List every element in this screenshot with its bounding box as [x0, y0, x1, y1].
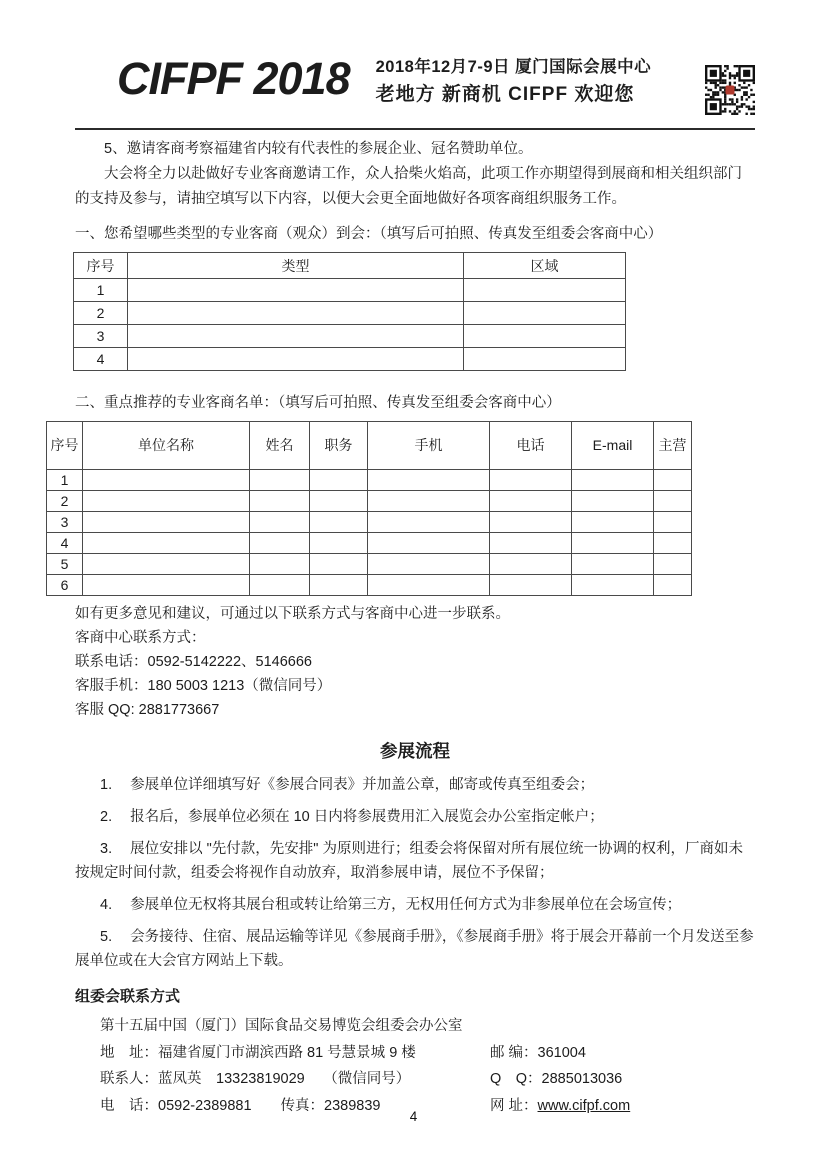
blank-fill-in-cell	[83, 554, 250, 575]
process-item-text: 参展单位详细填写好《参展合同表》并加盖公章，邮寄或传真至组委会；	[130, 777, 595, 793]
blank-fill-in-cell	[654, 533, 692, 554]
website-link[interactable]: www.cifpf.com	[537, 1097, 631, 1114]
row-number-cell: 4	[74, 348, 128, 371]
table-row	[47, 575, 692, 596]
blank-fill-in-cell	[572, 470, 654, 491]
table-header-row	[74, 253, 626, 279]
process-item-text: 报名后，参展单位必须在 10 日内将参展费用汇入展览会办公室指定帐户；	[130, 809, 604, 825]
committee-office-name: 第十五届中国（厦门）国际食品交易博览会组委会办公室	[100, 1018, 463, 1034]
blank-fill-in-cell	[128, 302, 464, 325]
blank-fill-in-cell	[572, 512, 654, 533]
row-number-cell: 6	[47, 575, 83, 596]
blank-fill-in-cell	[368, 554, 490, 575]
column-header: 区域	[464, 253, 626, 279]
blank-fill-in-cell	[490, 554, 572, 575]
table-row	[74, 279, 626, 302]
buyer-center-contact-title: 客商中心联系方式：	[75, 630, 206, 646]
column-header: 类型	[128, 253, 464, 279]
blank-fill-in-cell	[654, 554, 692, 575]
column-header: E-mail	[572, 422, 654, 470]
blank-fill-in-cell	[310, 491, 368, 512]
column-header: 手机	[368, 422, 490, 470]
blank-fill-in-cell	[83, 575, 250, 596]
process-item-text: 会务接待、住宿、展品运输等详见《参展商手册》，《参展商手册》将于展会开幕前一个月发送至参展单位或在大会官方网站上下载。	[75, 929, 754, 969]
blank-fill-in-cell	[654, 512, 692, 533]
table-row	[47, 491, 692, 512]
committee-row	[100, 1040, 755, 1067]
row-number-cell: 4	[47, 533, 83, 554]
process-heading: 参展流程	[380, 741, 450, 761]
header-divider	[75, 128, 755, 130]
process-item	[75, 773, 755, 797]
blank-fill-in-cell	[490, 512, 572, 533]
process-item	[75, 837, 755, 885]
process-list	[75, 773, 755, 973]
process-item-text: 参展单位无权将其展台租或转让给第三方，无权用任何方式为非参展单位在会场宣传；	[130, 897, 682, 913]
committee-heading: 组委会联系方式	[75, 988, 181, 1005]
buyer-center-phone: 联系电话：0592-5142222、5146666	[75, 654, 312, 670]
event-date-venue: 2018年12月7-9日 厦门国际会展中心	[375, 58, 652, 76]
process-item-number: 1.	[100, 777, 113, 793]
visitor-type-table	[73, 252, 626, 371]
process-item-number: 5.	[100, 929, 113, 945]
blank-fill-in-cell	[250, 533, 310, 554]
blank-fill-in-cell	[368, 575, 490, 596]
committee-address: 地 址：福建省厦门市湖滨西路 81 号慧景城 9 楼	[100, 1044, 416, 1061]
process-item-number: 4.	[100, 897, 113, 913]
blank-fill-in-cell	[310, 575, 368, 596]
blank-fill-in-cell	[654, 491, 692, 512]
table-row	[74, 325, 626, 348]
page-number: 4	[409, 1109, 418, 1124]
blank-fill-in-cell	[490, 470, 572, 491]
blank-fill-in-cell	[310, 533, 368, 554]
blank-fill-in-cell	[490, 575, 572, 596]
blank-fill-in-cell	[250, 554, 310, 575]
blank-fill-in-cell	[368, 470, 490, 491]
blank-fill-in-cell	[83, 470, 250, 491]
column-header: 单位名称	[83, 422, 250, 470]
website-label: 网 址：	[490, 1097, 538, 1114]
committee-contact-grid	[100, 1040, 755, 1120]
blank-fill-in-cell	[368, 533, 490, 554]
blank-fill-in-cell	[368, 491, 490, 512]
qr-code-icon	[705, 65, 755, 115]
section1-title: 一、您希望哪些类型的专业客商（观众）到会：（填写后可拍照、传真发至组委会客商中心）	[75, 226, 663, 242]
table-row	[47, 554, 692, 575]
column-header: 姓名	[250, 422, 310, 470]
blank-fill-in-cell	[83, 512, 250, 533]
committee-row	[100, 1066, 755, 1093]
process-item	[75, 925, 755, 973]
row-number-cell: 1	[74, 279, 128, 302]
blank-fill-in-cell	[83, 491, 250, 512]
table-row	[47, 470, 692, 491]
page-header	[75, 50, 755, 115]
blank-fill-in-cell	[572, 554, 654, 575]
blank-fill-in-cell	[572, 533, 654, 554]
event-slogan: 老地方 新商机 CIFPF 欢迎您	[375, 84, 635, 105]
row-number-cell: 2	[74, 302, 128, 325]
cifpf-logo: CIFPF 2018	[117, 53, 350, 104]
blank-fill-in-cell	[250, 470, 310, 491]
blank-fill-in-cell	[464, 348, 626, 371]
blank-fill-in-cell	[310, 512, 368, 533]
blank-fill-in-cell	[250, 512, 310, 533]
blank-fill-in-cell	[490, 491, 572, 512]
feedback-line: 如有更多意见和建议，可通过以下联系方式与客商中心进一步联系。	[75, 606, 510, 622]
blank-fill-in-cell	[128, 279, 464, 302]
committee-qq: Q Q：2885013036	[490, 1071, 623, 1087]
committee-contact-person: 联系人：蓝凤英 13323819029 （微信同号）	[100, 1071, 411, 1087]
blank-fill-in-cell	[490, 533, 572, 554]
column-header: 主营	[654, 422, 692, 470]
blank-fill-in-cell	[310, 470, 368, 491]
buyer-center-mobile: 客服手机：180 5003 1213（微信同号）	[75, 678, 332, 694]
blank-fill-in-cell	[464, 325, 626, 348]
blank-fill-in-cell	[128, 348, 464, 371]
buyer-center-qq: 客服 QQ: 2881773667	[75, 702, 220, 718]
blank-fill-in-cell	[572, 491, 654, 512]
column-header: 序号	[74, 253, 128, 279]
table-header-row	[47, 422, 692, 470]
column-header: 职务	[310, 422, 368, 470]
row-number-cell: 1	[47, 470, 83, 491]
committee-postal-code: 邮 编：361004	[490, 1044, 586, 1061]
row-number-cell: 2	[47, 491, 83, 512]
table-row	[47, 512, 692, 533]
header-tagline	[376, 54, 652, 108]
blank-fill-in-cell	[368, 512, 490, 533]
table-row	[74, 302, 626, 325]
intro-paragraph: 大会将全力以赴做好专业客商邀请工作，众人拾柴火焰高，此项工作亦期望得到展商和相关组织部门的支持及参与，请抽空填写以下内容，以便大会更全面地做好各项客商组织服务工作。	[75, 166, 742, 207]
column-header: 电话	[490, 422, 572, 470]
table-row	[74, 348, 626, 371]
process-item-number: 2.	[100, 809, 113, 825]
process-item-text: 展位安排以 "先付款，先安排" 为原则进行；组委会将保留对所有展位统一协调的权利，厂商如未按规定时间付款，组委会将视作自动放弃，取消参展申请，展位不予保留；	[75, 841, 743, 881]
blank-fill-in-cell	[310, 554, 368, 575]
column-header: 序号	[47, 422, 83, 470]
table-row	[47, 533, 692, 554]
process-item-number: 3.	[100, 841, 113, 857]
blank-fill-in-cell	[250, 491, 310, 512]
blank-fill-in-cell	[128, 325, 464, 348]
recommended-buyers-table	[46, 421, 692, 596]
buyer-center-contact-block	[75, 602, 755, 722]
blank-fill-in-cell	[83, 533, 250, 554]
row-number-cell: 3	[74, 325, 128, 348]
row-number-cell: 5	[47, 554, 83, 575]
blank-fill-in-cell	[464, 302, 626, 325]
row-number-cell: 3	[47, 512, 83, 533]
blank-fill-in-cell	[250, 575, 310, 596]
process-item	[75, 893, 755, 917]
intro-item-5: 5、邀请客商考察福建省内较有代表性的参展企业、冠名赞助单位。	[104, 141, 533, 157]
blank-fill-in-cell	[654, 470, 692, 491]
intro-block	[75, 137, 755, 212]
process-item	[75, 805, 755, 829]
blank-fill-in-cell	[464, 279, 626, 302]
blank-fill-in-cell	[654, 575, 692, 596]
section2-title: 二、重点推荐的专业客商名单：（填写后可拍照、传真发至组委会客商中心）	[75, 395, 561, 411]
blank-fill-in-cell	[572, 575, 654, 596]
committee-phone-fax: 电 话：0592-2389881 传真：2389839	[100, 1097, 381, 1114]
